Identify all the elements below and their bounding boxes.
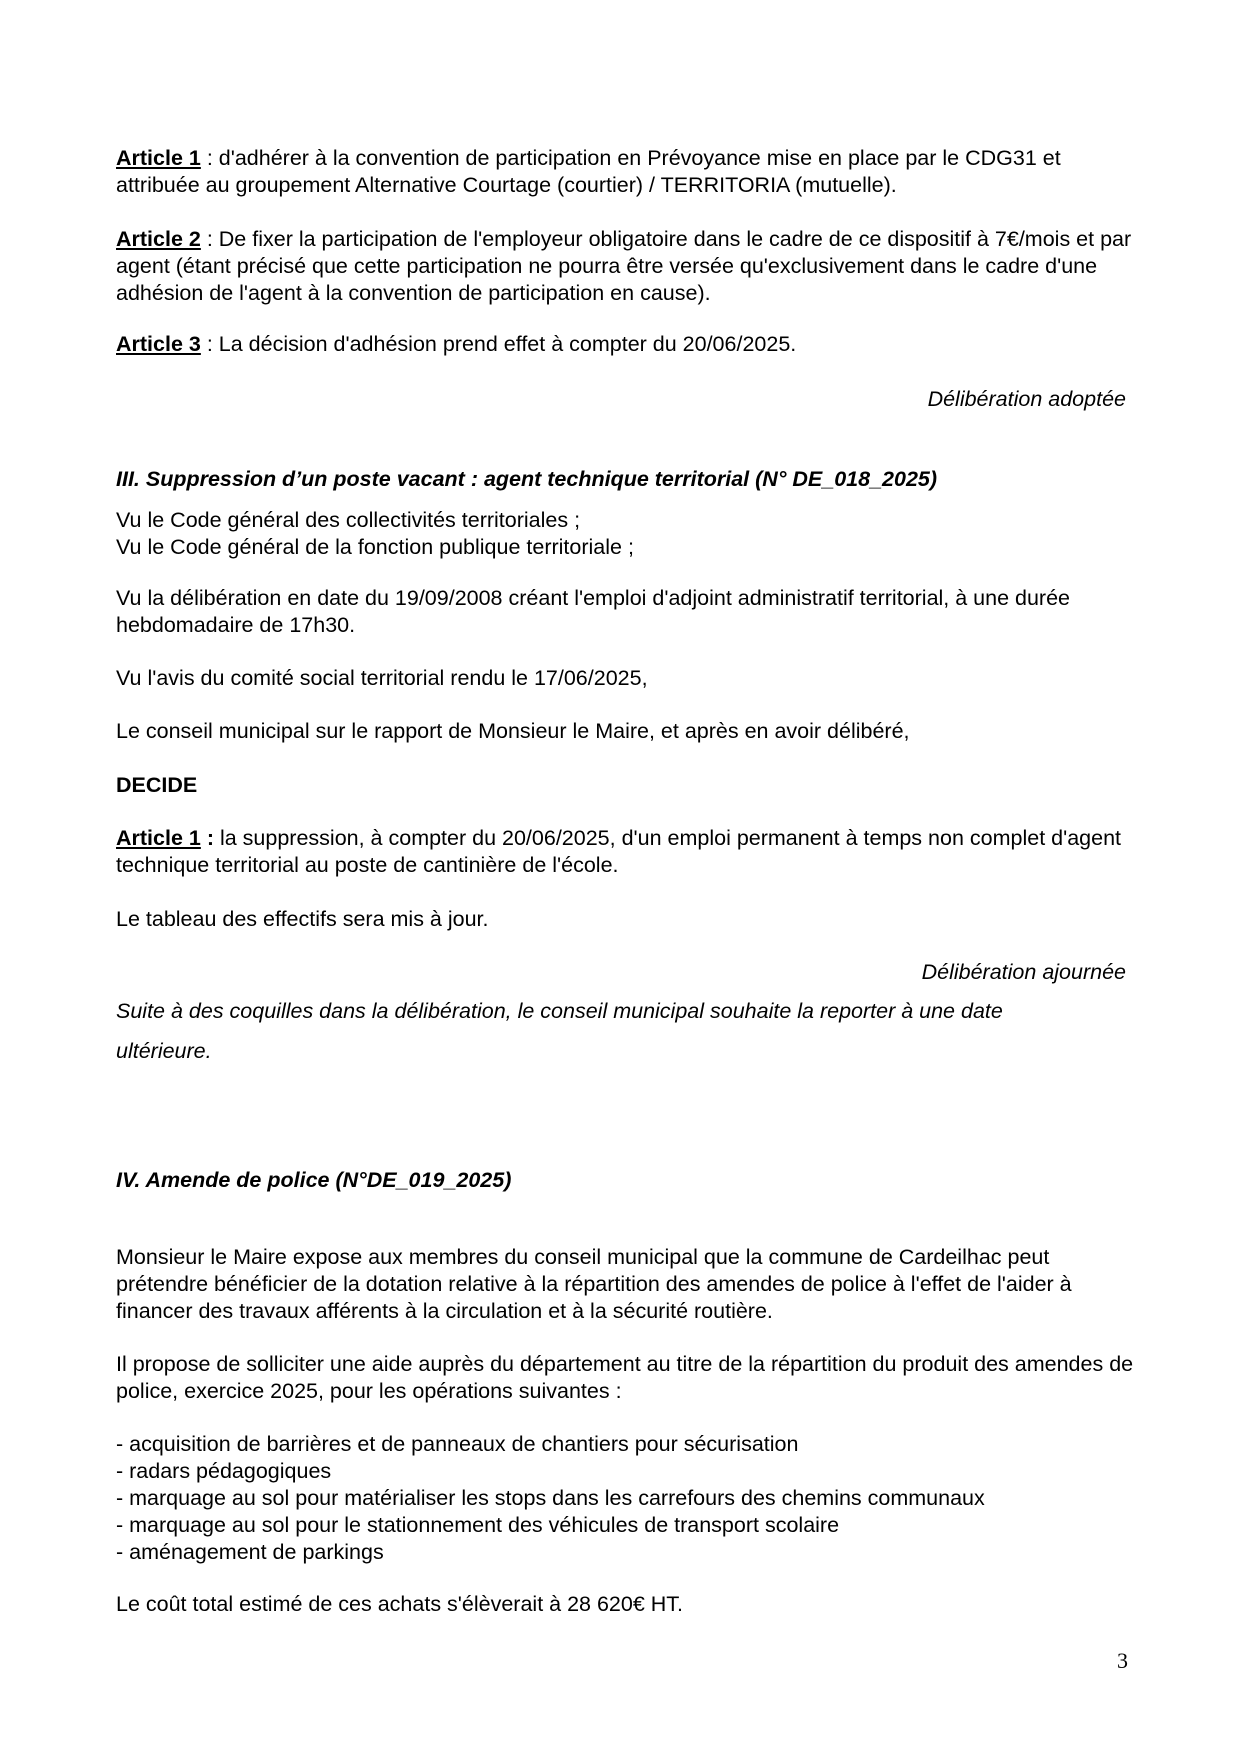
operations-list [116, 1431, 1136, 1566]
vu-code-fonction-publique: Vu le Code général de la fonction publique territoriale ; [116, 535, 634, 559]
tableau-effectifs: Le tableau des effectifs sera mis à jour. [116, 907, 489, 931]
section-4-paragraph-2: Il propose de solliciter une aide auprès du département au titre de la répartition du produit des amendes de police, exercice 2025, pour les opérations suivantes : [116, 1352, 1134, 1403]
vu-deliberation: Vu la délibération en date du 19/09/2008 créant l'emploi d'adjoint administratif territorial, à une durée hebdomadaire de 17h30. [116, 586, 1071, 637]
article-3-text: : La décision d'adhésion prend effet à compter du 20/06/2025. [200, 332, 797, 356]
article-2-label: Article 2 [116, 227, 201, 251]
section-3-article-1 [116, 825, 1136, 879]
list-item: - marquage au sol pour matérialiser les stops dans les carrefours des chemins communaux [116, 1486, 985, 1510]
list-item: - marquage au sol pour le stationnement des véhicules de transport scolaire [116, 1513, 840, 1537]
total-cost: Le coût total estimé de ces achats s'élèverait à 28 620€ HT. [116, 1592, 684, 1616]
article-1-paragraph [116, 145, 1136, 199]
section-4-paragraph-1: Monsieur le Maire expose aux membres du conseil municipal que la commune de Cardeilhac peut prétendre bénéficier de la dotation relative à la répartition des amendes de police à l'effet de l'aider à financer des travaux afférents à la circulation et à la sécurité routière. [116, 1245, 1072, 1323]
outcome-adoptee: Délibération adoptée [927, 387, 1126, 411]
vu-avis-comite: Vu l'avis du comité social territorial rendu le 17/06/2025, [116, 666, 648, 690]
decide-heading: DECIDE [116, 773, 198, 797]
list-item: - acquisition de barrières et de panneaux de chantiers pour sécurisation [116, 1432, 799, 1456]
section-3-article-1-colon: : [200, 826, 214, 850]
article-3-paragraph [116, 331, 1136, 358]
outcome-ajournee: Délibération ajournée [921, 960, 1126, 984]
section-4-heading: IV. Amende de police (N°DE_019_2025) [116, 1168, 512, 1192]
article-1-label: Article 1 [116, 146, 201, 170]
article-2-paragraph [116, 226, 1136, 307]
article-2-text: : De fixer la participation de l'employeur obligatoire dans le cadre de ce dispositif à 7€/mois et par agent (étant précisé que cette participation ne pourra être versée qu'exclusivement dans le cadre d'une adhésion de l'agent à la convention de participation en cause). [116, 227, 1132, 305]
section-3-article-1-label: Article 1 [116, 826, 201, 850]
article-1-text: : d'adhérer à la convention de participation en Prévoyance mise en place par le CDG31 et attribuée au groupement Alternative Courtage (courtier) / TERRITORIA (mutuelle). [116, 146, 1061, 197]
section-3-article-1-text: la suppression, à compter du 20/06/2025, d'un emploi permanent à temps non complet d'agent technique territorial au poste de cantinière de l'école. [116, 826, 1121, 877]
ajournee-note-line-2: ultérieure. [116, 1039, 212, 1063]
section-3-heading: III. Suppression d’un poste vacant : agent technique territorial (N° DE_018_2025) [116, 467, 938, 491]
ajournee-note-line-1: Suite à des coquilles dans la délibération, le conseil municipal souhaite la reporter à une date [116, 999, 1003, 1023]
conseil-paragraph: Le conseil municipal sur le rapport de Monsieur le Maire, et après en avoir délibéré, [116, 719, 910, 743]
list-item: - radars pédagogiques [116, 1459, 332, 1483]
vu-code-collectivites: Vu le Code général des collectivités territoriales ; [116, 508, 581, 532]
article-3-label: Article 3 [116, 332, 201, 356]
list-item: - aménagement de parkings [116, 1540, 384, 1564]
page-number: 3 [1117, 1648, 1128, 1673]
